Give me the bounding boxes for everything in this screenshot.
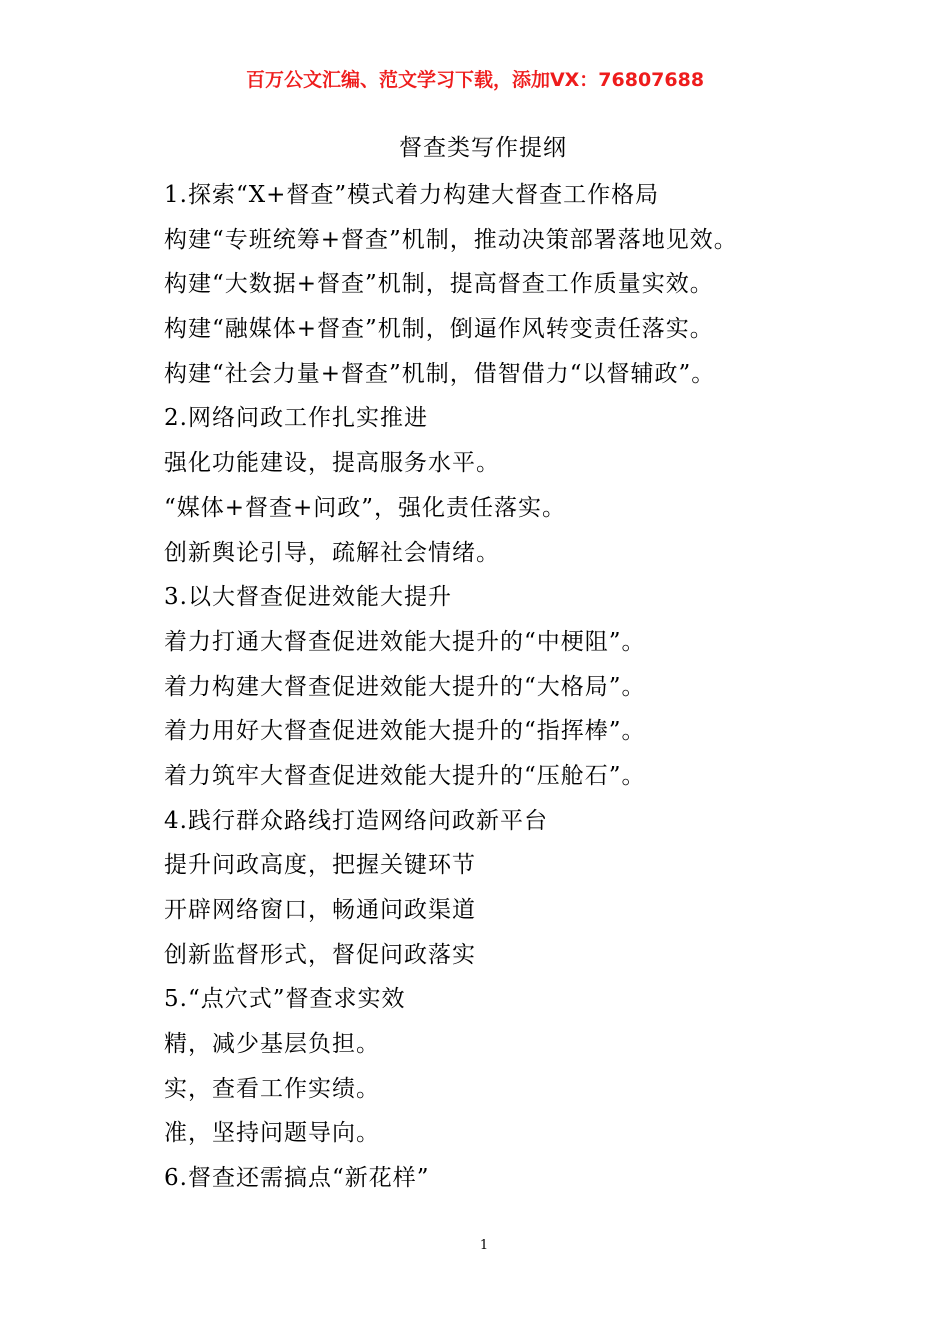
outline-line: 构建“专班统筹+督查”机制，推动决策部署落地见效。 — [164, 226, 738, 253]
section-heading: 4.践行群众路线打造网络问政新平台 — [164, 807, 548, 834]
outline-line: 着力打通大督查促进效能大提升的“中梗阻”。 — [164, 628, 646, 655]
section-heading: 6.督查还需搞点“新花样” — [164, 1165, 430, 1192]
outline-body — [164, 175, 804, 1203]
outline-line: 构建“社会力量+督查”机制，借智借力“以督辅政”。 — [164, 360, 716, 387]
outline-line: 着力构建大督查促进效能大提升的“大格局”。 — [164, 673, 646, 700]
outline-line: 构建“融媒体+督查”机制，倒逼作风转变责任落实。 — [164, 316, 714, 343]
outline-line: 准，坚持问题导向。 — [164, 1120, 380, 1147]
document-title: 督查类写作提纲 — [399, 135, 567, 161]
outline-line: 着力筑牢大督查促进效能大提升的“压舱石”。 — [164, 762, 646, 789]
outline-line: 创新监督形式，督促问政落实 — [164, 941, 476, 968]
section-heading: 2.网络问政工作扎实推进 — [164, 405, 428, 432]
outline-line: “媒体+督查+问政”，强化责任落实。 — [164, 494, 567, 521]
outline-line: 实，查看工作实绩。 — [164, 1075, 380, 1102]
outline-line: 提升问政高度，把握关键环节 — [164, 852, 476, 879]
outline-line: 构建“大数据+督查”机制，提高督查工作质量实效。 — [164, 271, 714, 298]
outline-line: 强化功能建设，提高服务水平。 — [164, 450, 500, 477]
section-heading: 5.“点穴式”督查求实效 — [164, 986, 406, 1013]
section-heading: 3.以大督查促进效能大提升 — [164, 584, 452, 611]
outline-line: 精，减少基层负担。 — [164, 1031, 380, 1058]
outline-line: 开辟网络窗口，畅通问政渠道 — [164, 897, 476, 923]
promo-banner: 百万公文汇编、范文学习下载，添加VX：76807688 — [245, 69, 705, 91]
outline-line: 创新舆论引导，疏解社会情绪。 — [164, 539, 500, 566]
outline-line: 着力用好大督查促进效能大提升的“指挥棒”。 — [164, 718, 646, 745]
page-number: 1 — [479, 1238, 489, 1253]
section-heading: 1.探索“X+督查”模式着力构建大督查工作格局 — [164, 182, 660, 208]
